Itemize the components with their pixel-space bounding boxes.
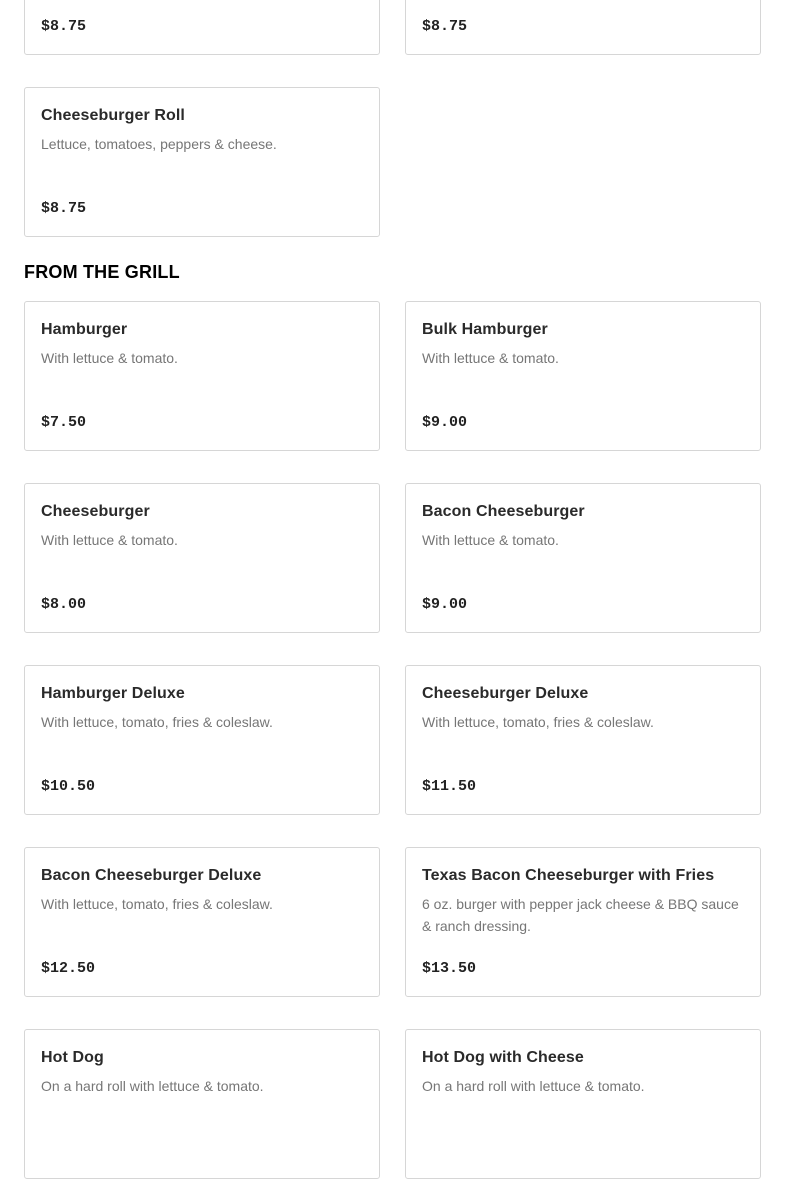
menu-item-card[interactable] (24, 1029, 380, 1179)
menu-item-card[interactable] (24, 301, 380, 451)
item-description: With lettuce & tomato. (422, 350, 559, 366)
item-description: Lettuce, tomatoes, peppers & cheese. (41, 136, 277, 152)
item-price: $11.50 (422, 778, 477, 795)
menu-item-card[interactable] (405, 483, 761, 633)
item-name: Hamburger Deluxe (41, 685, 185, 702)
item-price: $8.75 (422, 18, 468, 35)
item-price: $7.50 (41, 414, 87, 431)
item-price: $12.50 (41, 960, 96, 977)
item-description: With lettuce, tomato, fries & coleslaw. (422, 714, 654, 730)
item-name: Bacon Cheeseburger Deluxe (41, 867, 262, 884)
item-price: $9.00 (422, 596, 468, 613)
menu-item-card[interactable] (405, 0, 761, 55)
menu-item-card[interactable] (24, 665, 380, 815)
menu-item-card[interactable] (24, 847, 380, 997)
item-price: $8.00 (41, 596, 87, 613)
menu-item-card[interactable] (24, 87, 380, 237)
item-name: Cheeseburger (41, 503, 150, 520)
menu-item-card[interactable] (405, 847, 761, 997)
item-description: With lettuce & tomato. (41, 350, 178, 366)
section-title-from-the-grill: FROM THE GRILL (24, 262, 180, 282)
item-description: With lettuce & tomato. (422, 532, 559, 548)
item-name: Hot Dog (41, 1049, 104, 1066)
item-description: On a hard roll with lettuce & tomato. (41, 1078, 264, 1094)
item-price: $9.00 (422, 414, 468, 431)
item-name: Hamburger (41, 321, 128, 338)
menu-item-card[interactable] (24, 483, 380, 633)
item-name: Cheeseburger Roll (41, 107, 185, 124)
menu-item-card[interactable] (405, 301, 761, 451)
item-description: With lettuce, tomato, fries & coleslaw. (41, 896, 273, 912)
item-name: Bulk Hamburger (422, 321, 548, 338)
menu-item-card[interactable] (405, 1029, 761, 1179)
item-price: $13.50 (422, 960, 477, 977)
item-description: With lettuce & tomato. (41, 532, 178, 548)
menu-item-card[interactable] (24, 0, 380, 55)
item-name: Bacon Cheeseburger (422, 503, 585, 520)
item-name: Hot Dog with Cheese (422, 1049, 584, 1066)
item-price: $8.75 (41, 200, 87, 217)
item-price: $8.75 (41, 18, 87, 35)
item-price: $10.50 (41, 778, 96, 795)
item-name: Texas Bacon Cheeseburger with Fries (422, 867, 715, 884)
item-description: 6 oz. burger with pepper jack cheese & BBQ sauce & ranch dressing. (422, 896, 739, 934)
item-name: Cheeseburger Deluxe (422, 685, 589, 702)
item-description: On a hard roll with lettuce & tomato. (422, 1078, 645, 1094)
item-description: With lettuce, tomato, fries & coleslaw. (41, 714, 273, 730)
menu-item-card[interactable] (405, 665, 761, 815)
